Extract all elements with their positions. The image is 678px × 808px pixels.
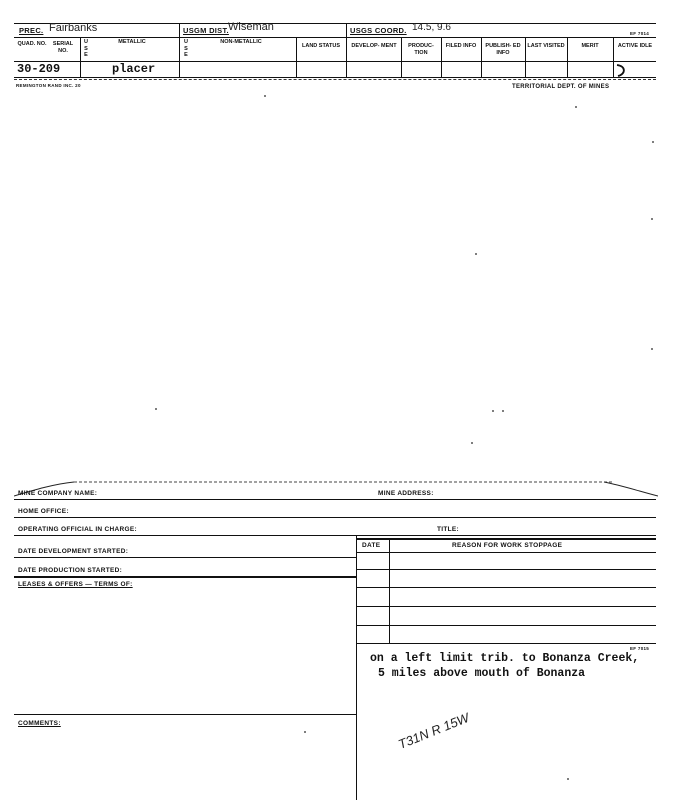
scan-speck: [471, 442, 473, 444]
prec-label: PREC.: [19, 26, 44, 35]
stoppage-header-line: [356, 552, 656, 553]
prec-value: Fairbanks: [49, 22, 98, 34]
title-label: TITLE:: [437, 526, 460, 533]
col-quad: QUAD. NO.: [17, 41, 47, 47]
scan-speck: [652, 141, 654, 143]
col-use-2: U S E: [184, 39, 188, 58]
stoppage-row-line: [356, 569, 656, 570]
scan-speck: [155, 408, 157, 410]
header-divider: [14, 37, 656, 38]
official-line: [14, 535, 656, 536]
dev-started-label: DATE DEVELOPMENT STARTED:: [18, 548, 129, 555]
dev-started-line: [14, 557, 356, 558]
col-use-1: U S E: [84, 39, 88, 58]
stoppage-table-top: [356, 538, 656, 540]
remarks-line-1: on a left limit trib. to Bonanza Creek,: [370, 652, 640, 665]
mine-address-label: MINE ADDRESS:: [378, 490, 434, 497]
scan-speck: [575, 106, 577, 108]
mine-company-label: MINE COMPANY NAME:: [18, 490, 98, 497]
card-edge-curl: [14, 476, 658, 498]
top-rule: [14, 23, 656, 24]
scan-speck: [475, 253, 477, 255]
usgm-dist-label: USGM DIST.: [183, 26, 229, 35]
col-metallic: METALLIC: [118, 39, 146, 45]
prod-started-line: [14, 576, 356, 578]
usgm-dist-value: Wiseman: [228, 21, 274, 33]
scan-speck: [502, 410, 504, 412]
col-merit: MERIT: [581, 43, 599, 49]
home-office-line: [14, 517, 656, 518]
form-number-bottom: EF 7015: [630, 646, 650, 651]
col-land-status: LAND STATUS: [302, 43, 340, 49]
date-column-label: DATE: [362, 542, 381, 549]
scan-speck: [651, 348, 653, 350]
perforation-line: [14, 79, 656, 80]
col-divider-metallic: [80, 37, 81, 77]
col-non-metallic: NON-METALLIC: [220, 39, 262, 45]
quad-serial-value: 30-209: [17, 62, 61, 76]
col-divider-land: [296, 37, 297, 77]
reason-column-label: REASON FOR WORK STOPPAGE: [452, 542, 563, 549]
stoppage-row-line: [356, 625, 656, 626]
scan-speck: [264, 95, 266, 97]
comments-label: COMMENTS:: [18, 720, 61, 727]
scan-speck: [567, 778, 569, 780]
col-filed-info: FILED INFO: [445, 43, 477, 49]
record-row-bottom: [14, 77, 656, 78]
operating-official-label: OPERATING OFFICIAL IN CHARGE:: [18, 526, 137, 533]
col-published-info: PUBLISH- ED INFO: [485, 43, 521, 56]
usgs-coord-label: USGS COORD.: [350, 26, 407, 35]
metallic-value: placer: [112, 62, 156, 76]
column-header-divider: [14, 61, 656, 62]
territorial-dept: TERRITORIAL DEPT. OF MINES: [512, 84, 610, 90]
col-active-idle: ACTIVE IDLE: [617, 43, 653, 49]
scan-speck: [651, 218, 653, 220]
stoppage-row-line: [356, 643, 656, 644]
col-production: PRODUC- TION: [408, 43, 434, 56]
stoppage-row-line: [356, 606, 656, 607]
remarks-line-2: 5 miles above mouth of Bonanza: [378, 667, 586, 680]
form-number-top: EF 7014: [630, 31, 650, 36]
main-vertical-divider: [356, 535, 357, 800]
mine-company-line: [14, 499, 656, 500]
prod-started-label: DATE PRODUCTION STARTED:: [18, 567, 123, 574]
handwritten-location: T31N R 15W: [396, 709, 472, 752]
col-divider-use: [179, 23, 180, 77]
comments-top-line: [14, 714, 356, 715]
active-idle-mark-icon: [612, 62, 632, 82]
scan-speck: [304, 731, 306, 733]
printer-imprint: REMINGTON RAND INC. 20: [16, 83, 81, 88]
usgs-coord-value: 14.5, 9.6: [412, 22, 451, 33]
scan-speck: [492, 410, 494, 412]
stoppage-date-divider: [389, 538, 390, 643]
col-development: DEVELOP- MENT: [351, 43, 397, 49]
leases-label: LEASES & OFFERS — TERMS OF:: [18, 581, 133, 588]
stoppage-row-line: [356, 587, 656, 588]
col-divider-coord: [346, 23, 347, 77]
col-last-visited: LAST VISITED: [527, 43, 565, 49]
home-office-label: HOME OFFICE:: [18, 508, 69, 515]
col-serial: SERIAL NO.: [52, 41, 74, 54]
